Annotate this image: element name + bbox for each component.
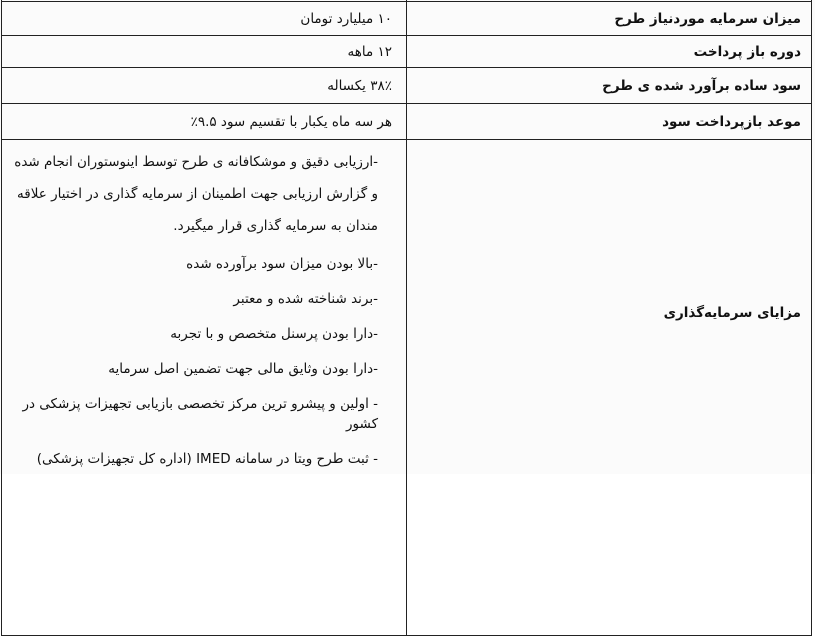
table-row	[2, 104, 812, 140]
row-label-benefits: مزایای سرمایه‌گذاری	[407, 140, 812, 636]
table-row	[2, 140, 812, 636]
row-value-profit-schedule: هر سه ماه یکبار با تقسیم سود ۹.۵٪	[2, 104, 407, 140]
table-row	[2, 68, 812, 104]
list-item: -دارا بودن وثایق مالی جهت تضمین اصل سرمایه	[108, 361, 378, 377]
list-item: -دارا بودن پرسنل متخصص و با تجربه	[170, 326, 378, 342]
row-label-capital: میزان سرمایه موردنیاز طرح	[407, 2, 812, 36]
row-value-repayment-period: ۱۲ ماهه	[2, 36, 407, 68]
row-value-capital: ۱۰ میلیارد تومان	[2, 2, 407, 36]
table-row	[2, 36, 812, 68]
row-value-estimated-profit: ۳۸٪ یکساله	[2, 68, 407, 104]
row-label-estimated-profit: سود ساده برآورد شده ی طرح	[407, 68, 812, 104]
list-item: -برند شناخته شده و معتبر	[233, 291, 378, 307]
list-item: -ارزیابی دقیق و موشکافانه ی طرح توسط اینوستوران انجام شده و گزارش ارزیابی جهت اطمینان از سرمایه گذاری در اختیار علاقه مندان به سرمایه گذاری قرار میگیرد.	[14, 154, 378, 234]
investment-table	[1, 0, 812, 636]
row-label-repayment-period: دوره باز پرداخت	[407, 36, 812, 68]
benefits-list	[2, 140, 392, 469]
table-row	[2, 2, 812, 36]
list-item: - ثبت طرح ویتا در سامانه IMED (اداره کل تجهیزات پزشکی)	[36, 451, 378, 467]
row-label-profit-schedule: موعد بازپرداخت سود	[407, 104, 812, 140]
list-item: -بالا بودن میزان سود برآورده شده	[186, 256, 378, 272]
list-item: - اولین و پیشرو ترین مرکز تخصصی بازیابی تجهیزات پزشکی در کشور	[22, 396, 378, 432]
row-value-benefits	[2, 140, 407, 636]
